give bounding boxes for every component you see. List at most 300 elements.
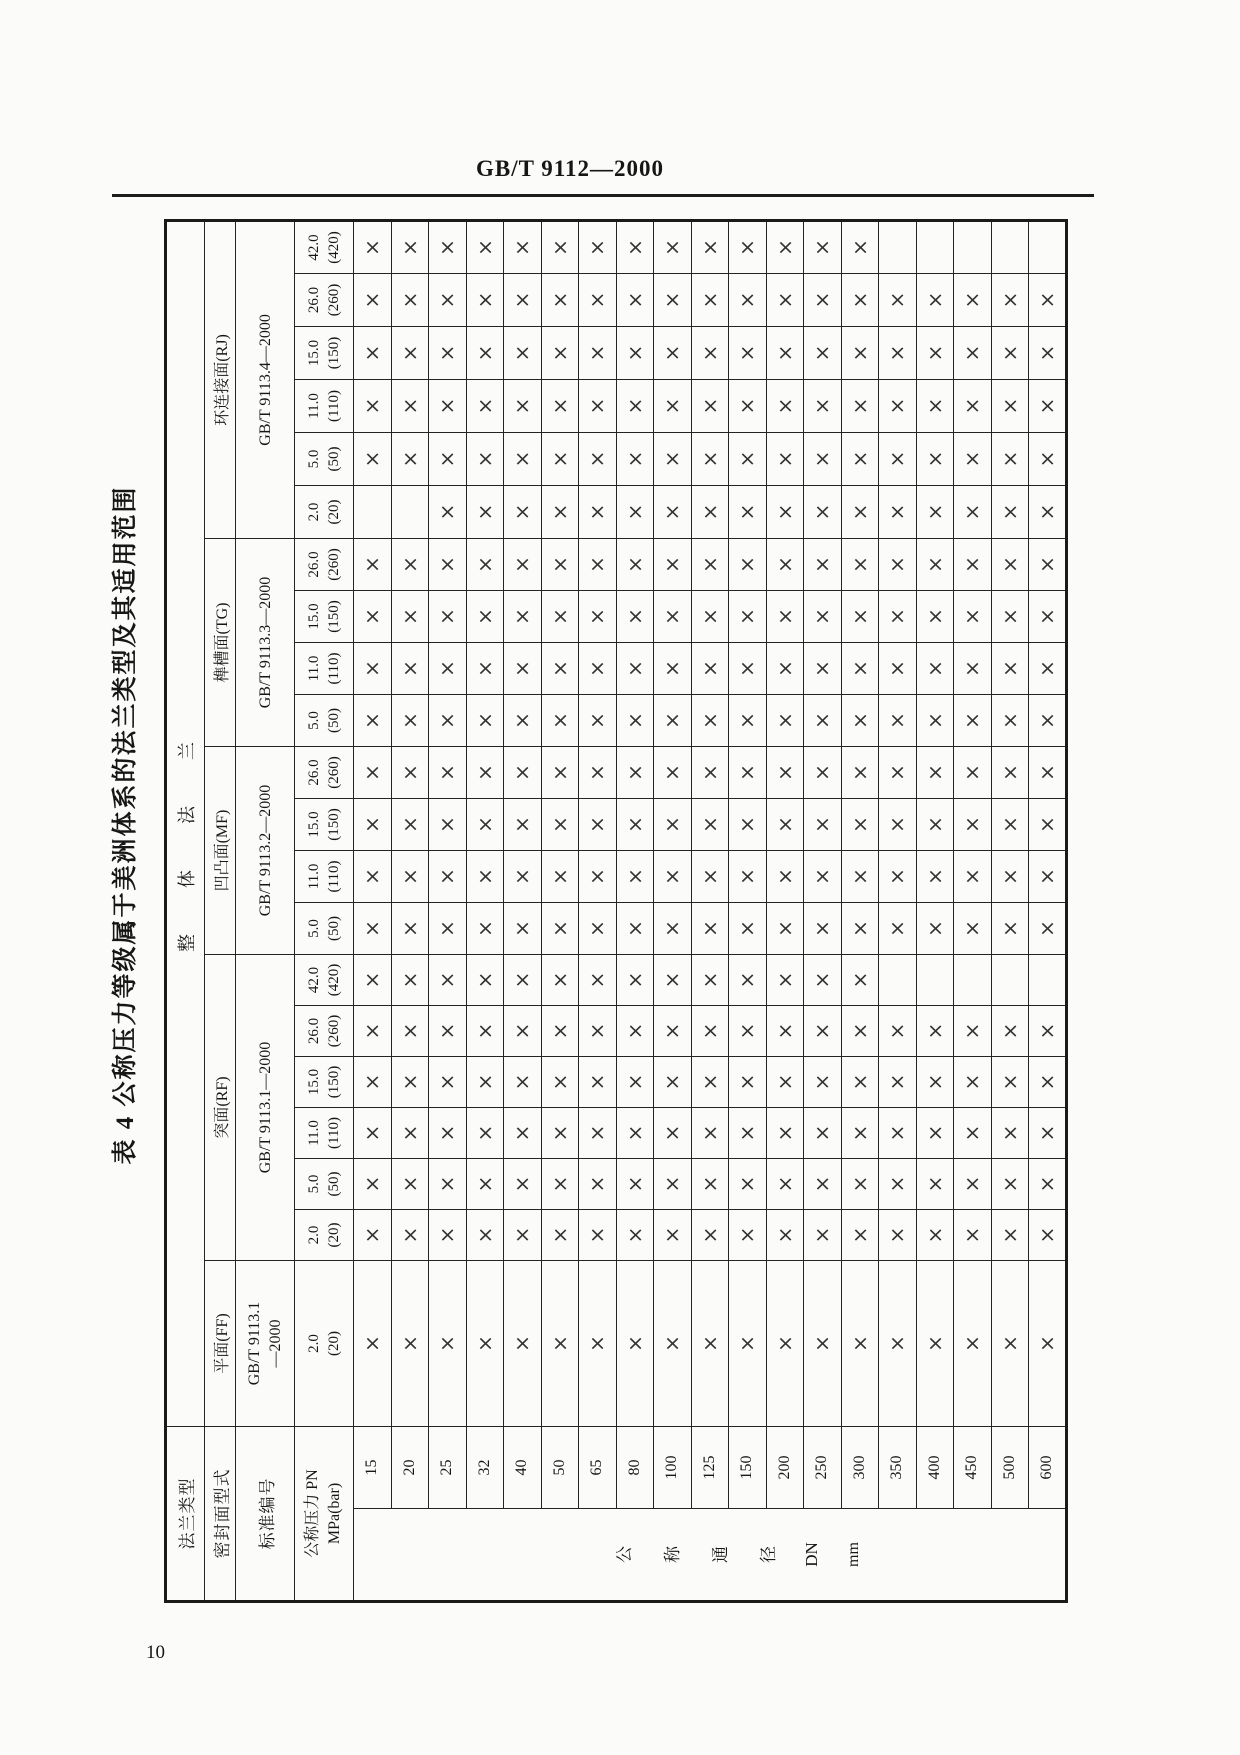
- applicability-mark-cell: ×: [654, 955, 692, 1006]
- table-row: [1029, 220, 1067, 1601]
- applicability-mark-cell: ×: [879, 1006, 917, 1057]
- applicability-mark-cell: ×: [729, 539, 767, 591]
- applicability-mark-cell: ×: [579, 955, 617, 1006]
- applicability-mark-cell: ×: [616, 643, 654, 695]
- applicability-mark-cell: ×: [504, 903, 542, 955]
- applicability-mark-cell: ×: [579, 486, 617, 539]
- applicability-mark-cell: ×: [691, 539, 729, 591]
- empty-mark-cell: [354, 486, 392, 539]
- applicability-mark-cell: ×: [879, 903, 917, 955]
- pressure-value-cell: 42.0 (420): [295, 220, 354, 273]
- pressure-value-cell: 2.0 (20): [295, 1261, 354, 1427]
- dn-value-cell: 400: [916, 1427, 954, 1509]
- applicability-mark-cell: ×: [841, 1108, 879, 1159]
- applicability-mark-cell: ×: [541, 643, 579, 695]
- applicability-mark-cell: ×: [729, 220, 767, 273]
- standard-number-cell: GB/T 9113.3—2000: [236, 539, 295, 747]
- applicability-mark-cell: ×: [991, 1108, 1029, 1159]
- applicability-mark-cell: ×: [429, 695, 467, 747]
- table-row: [236, 220, 295, 1601]
- dn-axis-unit: mm: [845, 1542, 863, 1567]
- applicability-mark-cell: ×: [354, 380, 392, 433]
- applicability-mark-cell: ×: [1029, 380, 1067, 433]
- applicability-mark-cell: ×: [766, 1159, 804, 1210]
- applicability-mark-cell: ×: [691, 220, 729, 273]
- applicability-mark-cell: ×: [766, 539, 804, 591]
- dn-value-cell: 20: [391, 1427, 429, 1509]
- applicability-mark-cell: ×: [504, 380, 542, 433]
- applicability-mark-cell: ×: [466, 695, 504, 747]
- face-type-cell: 凹凸面(MF): [205, 747, 236, 955]
- applicability-mark-cell: ×: [354, 220, 392, 273]
- pressure-value-cell: 11.0 (110): [295, 1108, 354, 1159]
- dn-axis-label: [555, 1509, 863, 1600]
- applicability-mark-cell: ×: [354, 433, 392, 486]
- applicability-mark-cell: ×: [616, 486, 654, 539]
- applicability-mark-cell: ×: [1029, 1108, 1067, 1159]
- applicability-mark-cell: ×: [729, 695, 767, 747]
- dn-value-cell: 150: [729, 1427, 767, 1509]
- applicability-mark-cell: ×: [804, 486, 842, 539]
- applicability-mark-cell: ×: [991, 851, 1029, 903]
- applicability-mark-cell: ×: [579, 1057, 617, 1108]
- applicability-mark-cell: ×: [541, 1006, 579, 1057]
- applicability-mark-cell: ×: [429, 433, 467, 486]
- applicability-mark-cell: ×: [954, 486, 992, 539]
- face-type-cell: 突面(RF): [205, 955, 236, 1261]
- pressure-value-cell: 5.0 (50): [295, 903, 354, 955]
- upright-table-wrapper: [110, 222, 1065, 1603]
- table-row: [804, 220, 842, 1601]
- applicability-mark-cell: ×: [804, 1057, 842, 1108]
- applicability-mark-cell: ×: [691, 955, 729, 1006]
- applicability-mark-cell: ×: [429, 1210, 467, 1261]
- applicability-mark-cell: ×: [954, 1159, 992, 1210]
- applicability-mark-cell: ×: [804, 380, 842, 433]
- applicability-mark-cell: ×: [991, 327, 1029, 380]
- pressure-label-cell: 公称压力 PN MPa(bar): [295, 1427, 354, 1602]
- applicability-mark-cell: ×: [991, 1159, 1029, 1210]
- applicability-mark-cell: ×: [1029, 799, 1067, 851]
- applicability-mark-cell: ×: [766, 380, 804, 433]
- applicability-mark-cell: ×: [541, 220, 579, 273]
- pressure-value-cell: 5.0 (50): [295, 695, 354, 747]
- applicability-mark-cell: ×: [541, 695, 579, 747]
- applicability-mark-cell: ×: [654, 1210, 692, 1261]
- applicability-mark-cell: ×: [391, 747, 429, 799]
- applicability-mark-cell: ×: [729, 433, 767, 486]
- applicability-mark-cell: ×: [879, 1261, 917, 1427]
- applicability-mark-cell: ×: [691, 851, 729, 903]
- applicability-mark-cell: ×: [916, 1210, 954, 1261]
- applicability-mark-cell: ×: [954, 539, 992, 591]
- applicability-mark-cell: ×: [354, 747, 392, 799]
- applicability-mark-cell: ×: [991, 1261, 1029, 1427]
- applicability-mark-cell: ×: [654, 747, 692, 799]
- applicability-mark-cell: ×: [691, 486, 729, 539]
- empty-mark-cell: [954, 220, 992, 273]
- applicability-mark-cell: ×: [354, 1261, 392, 1427]
- applicability-mark-cell: ×: [841, 380, 879, 433]
- applicability-mark-cell: ×: [691, 903, 729, 955]
- applicability-mark-cell: ×: [429, 955, 467, 1006]
- dn-value-cell: 600: [1029, 1427, 1067, 1509]
- applicability-mark-cell: ×: [579, 643, 617, 695]
- applicability-mark-cell: ×: [466, 747, 504, 799]
- applicability-mark-cell: ×: [579, 747, 617, 799]
- applicability-mark-cell: ×: [391, 220, 429, 273]
- applicability-mark-cell: ×: [804, 695, 842, 747]
- empty-mark-cell: [916, 955, 954, 1006]
- applicability-mark-cell: ×: [654, 433, 692, 486]
- table-row: [504, 220, 542, 1601]
- applicability-mark-cell: ×: [691, 380, 729, 433]
- applicability-mark-cell: ×: [879, 433, 917, 486]
- applicability-mark-cell: ×: [541, 903, 579, 955]
- applicability-mark-cell: ×: [766, 220, 804, 273]
- integral-flange-cell: 整体法兰: [166, 220, 205, 1426]
- applicability-mark-cell: ×: [429, 747, 467, 799]
- empty-mark-cell: [991, 955, 1029, 1006]
- table-row: [616, 220, 654, 1601]
- applicability-mark-cell: ×: [841, 486, 879, 539]
- applicability-mark-cell: ×: [916, 486, 954, 539]
- applicability-mark-cell: ×: [804, 591, 842, 643]
- applicability-mark-cell: ×: [616, 1261, 654, 1427]
- empty-mark-cell: [879, 220, 917, 273]
- applicability-mark-cell: ×: [1029, 274, 1067, 327]
- applicability-mark-cell: ×: [1029, 591, 1067, 643]
- applicability-mark-cell: ×: [541, 747, 579, 799]
- applicability-mark-cell: ×: [991, 799, 1029, 851]
- flange-type-table: [164, 219, 1068, 1603]
- applicability-mark-cell: ×: [916, 591, 954, 643]
- applicability-mark-cell: ×: [766, 591, 804, 643]
- applicability-mark-cell: ×: [991, 747, 1029, 799]
- empty-mark-cell: [1029, 220, 1067, 273]
- face-type-cell: 榫槽面(TG): [205, 539, 236, 747]
- applicability-mark-cell: ×: [879, 1108, 917, 1159]
- applicability-mark-cell: ×: [804, 1210, 842, 1261]
- applicability-mark-cell: ×: [841, 1261, 879, 1427]
- applicability-mark-cell: ×: [654, 220, 692, 273]
- table-row: [541, 220, 579, 1601]
- applicability-mark-cell: ×: [879, 380, 917, 433]
- dn-value-cell: 40: [504, 1427, 542, 1509]
- applicability-mark-cell: ×: [579, 539, 617, 591]
- applicability-mark-cell: ×: [391, 433, 429, 486]
- applicability-mark-cell: ×: [841, 1057, 879, 1108]
- applicability-mark-cell: ×: [691, 799, 729, 851]
- applicability-mark-cell: ×: [1029, 643, 1067, 695]
- applicability-mark-cell: ×: [804, 1261, 842, 1427]
- dn-value-cell: 15: [354, 1427, 392, 1509]
- applicability-mark-cell: ×: [729, 851, 767, 903]
- applicability-mark-cell: ×: [391, 903, 429, 955]
- applicability-mark-cell: ×: [691, 274, 729, 327]
- applicability-mark-cell: ×: [354, 1108, 392, 1159]
- applicability-mark-cell: ×: [654, 799, 692, 851]
- applicability-mark-cell: ×: [429, 220, 467, 273]
- applicability-mark-cell: ×: [391, 1108, 429, 1159]
- applicability-mark-cell: ×: [804, 903, 842, 955]
- applicability-mark-cell: ×: [391, 1210, 429, 1261]
- applicability-mark-cell: ×: [691, 1006, 729, 1057]
- applicability-mark-cell: ×: [729, 1159, 767, 1210]
- face-type-label-cell: 密封面型式: [205, 1427, 236, 1602]
- applicability-mark-cell: ×: [766, 327, 804, 380]
- applicability-mark-cell: ×: [466, 799, 504, 851]
- applicability-mark-cell: ×: [804, 851, 842, 903]
- applicability-mark-cell: ×: [504, 591, 542, 643]
- table-row: [691, 220, 729, 1601]
- pressure-value-cell: 2.0 (20): [295, 486, 354, 539]
- table-row: [166, 220, 205, 1601]
- dn-axis-char: DN: [802, 1542, 822, 1567]
- applicability-mark-cell: ×: [691, 591, 729, 643]
- pressure-value-cell: 26.0 (260): [295, 274, 354, 327]
- applicability-mark-cell: ×: [466, 1057, 504, 1108]
- applicability-mark-cell: ×: [541, 327, 579, 380]
- applicability-mark-cell: ×: [691, 1210, 729, 1261]
- applicability-mark-cell: ×: [729, 1261, 767, 1427]
- applicability-mark-cell: ×: [541, 799, 579, 851]
- applicability-mark-cell: ×: [654, 1261, 692, 1427]
- applicability-mark-cell: ×: [504, 539, 542, 591]
- applicability-mark-cell: ×: [654, 1159, 692, 1210]
- applicability-mark-cell: ×: [616, 1108, 654, 1159]
- table-row: [205, 220, 236, 1601]
- applicability-mark-cell: ×: [616, 799, 654, 851]
- face-type-cell: 环连接面(RJ): [205, 220, 236, 538]
- applicability-mark-cell: ×: [616, 851, 654, 903]
- applicability-mark-cell: ×: [841, 747, 879, 799]
- dn-value-cell: 350: [879, 1427, 917, 1509]
- applicability-mark-cell: ×: [654, 539, 692, 591]
- applicability-mark-cell: ×: [841, 274, 879, 327]
- applicability-mark-cell: ×: [916, 380, 954, 433]
- applicability-mark-cell: ×: [916, 903, 954, 955]
- applicability-mark-cell: ×: [879, 1159, 917, 1210]
- applicability-mark-cell: ×: [354, 799, 392, 851]
- applicability-mark-cell: ×: [466, 591, 504, 643]
- applicability-mark-cell: ×: [579, 1159, 617, 1210]
- applicability-mark-cell: ×: [766, 1057, 804, 1108]
- rotated-table-area: [110, 222, 1065, 1603]
- applicability-mark-cell: ×: [879, 591, 917, 643]
- applicability-mark-cell: ×: [354, 1006, 392, 1057]
- applicability-mark-cell: ×: [841, 1210, 879, 1261]
- applicability-mark-cell: ×: [954, 1057, 992, 1108]
- applicability-mark-cell: ×: [654, 1006, 692, 1057]
- applicability-mark-cell: ×: [1029, 1159, 1067, 1210]
- applicability-mark-cell: ×: [354, 643, 392, 695]
- applicability-mark-cell: ×: [879, 327, 917, 380]
- applicability-mark-cell: ×: [954, 643, 992, 695]
- applicability-mark-cell: ×: [954, 1108, 992, 1159]
- empty-mark-cell: [391, 486, 429, 539]
- dn-value-cell: 100: [654, 1427, 692, 1509]
- applicability-mark-cell: ×: [429, 851, 467, 903]
- applicability-mark-cell: ×: [429, 486, 467, 539]
- applicability-mark-cell: ×: [391, 539, 429, 591]
- applicability-mark-cell: ×: [879, 851, 917, 903]
- applicability-mark-cell: ×: [804, 1159, 842, 1210]
- applicability-mark-cell: ×: [1029, 851, 1067, 903]
- applicability-mark-cell: ×: [954, 1261, 992, 1427]
- applicability-mark-cell: ×: [954, 695, 992, 747]
- applicability-mark-cell: ×: [391, 1006, 429, 1057]
- applicability-mark-cell: ×: [466, 327, 504, 380]
- applicability-mark-cell: ×: [766, 1006, 804, 1057]
- applicability-mark-cell: ×: [916, 1108, 954, 1159]
- applicability-mark-cell: ×: [579, 274, 617, 327]
- applicability-mark-cell: ×: [729, 486, 767, 539]
- table-row: [295, 220, 354, 1601]
- applicability-mark-cell: ×: [466, 539, 504, 591]
- applicability-mark-cell: ×: [541, 591, 579, 643]
- applicability-mark-cell: ×: [729, 1057, 767, 1108]
- table-row: [354, 220, 392, 1601]
- applicability-mark-cell: ×: [841, 433, 879, 486]
- applicability-mark-cell: ×: [729, 1006, 767, 1057]
- applicability-mark-cell: ×: [466, 1261, 504, 1427]
- dn-value-cell: 25: [429, 1427, 467, 1509]
- applicability-mark-cell: ×: [579, 903, 617, 955]
- applicability-mark-cell: ×: [1029, 1210, 1067, 1261]
- table-row: [879, 220, 917, 1601]
- applicability-mark-cell: ×: [391, 695, 429, 747]
- applicability-mark-cell: ×: [766, 1261, 804, 1427]
- applicability-mark-cell: ×: [654, 643, 692, 695]
- applicability-mark-cell: ×: [804, 747, 842, 799]
- applicability-mark-cell: ×: [1029, 695, 1067, 747]
- pressure-value-cell: 11.0 (110): [295, 643, 354, 695]
- applicability-mark-cell: ×: [879, 274, 917, 327]
- applicability-mark-cell: ×: [916, 1006, 954, 1057]
- applicability-mark-cell: ×: [429, 799, 467, 851]
- applicability-mark-cell: ×: [541, 1057, 579, 1108]
- applicability-mark-cell: ×: [654, 380, 692, 433]
- applicability-mark-cell: ×: [841, 695, 879, 747]
- applicability-mark-cell: ×: [541, 433, 579, 486]
- standard-number-cell: GB/T 9113.4—2000: [236, 220, 295, 538]
- applicability-mark-cell: ×: [429, 539, 467, 591]
- table-row: [991, 220, 1029, 1601]
- applicability-mark-cell: ×: [391, 274, 429, 327]
- applicability-mark-cell: ×: [916, 799, 954, 851]
- applicability-mark-cell: ×: [766, 747, 804, 799]
- applicability-mark-cell: ×: [504, 220, 542, 273]
- applicability-mark-cell: ×: [579, 1210, 617, 1261]
- dn-value-cell: 500: [991, 1427, 1029, 1509]
- applicability-mark-cell: ×: [991, 274, 1029, 327]
- applicability-mark-cell: ×: [1029, 1057, 1067, 1108]
- table-row: [766, 220, 804, 1601]
- applicability-mark-cell: ×: [1029, 1261, 1067, 1427]
- applicability-mark-cell: ×: [391, 591, 429, 643]
- applicability-mark-cell: ×: [766, 851, 804, 903]
- applicability-mark-cell: ×: [579, 695, 617, 747]
- applicability-mark-cell: ×: [1029, 327, 1067, 380]
- standard-number-cell: GB/T 9113.2—2000: [236, 747, 295, 955]
- table-row: [579, 220, 617, 1601]
- applicability-mark-cell: ×: [841, 539, 879, 591]
- applicability-mark-cell: ×: [766, 1210, 804, 1261]
- applicability-mark-cell: ×: [391, 851, 429, 903]
- applicability-mark-cell: ×: [691, 1159, 729, 1210]
- applicability-mark-cell: ×: [654, 695, 692, 747]
- doc-number: GB/T 9112—2000: [475, 156, 665, 181]
- applicability-mark-cell: ×: [804, 327, 842, 380]
- applicability-mark-cell: ×: [841, 1006, 879, 1057]
- applicability-mark-cell: ×: [1029, 903, 1067, 955]
- applicability-mark-cell: ×: [354, 1057, 392, 1108]
- applicability-mark-cell: ×: [429, 903, 467, 955]
- pressure-value-cell: 11.0 (110): [295, 851, 354, 903]
- applicability-mark-cell: ×: [954, 799, 992, 851]
- applicability-mark-cell: ×: [504, 1057, 542, 1108]
- applicability-mark-cell: ×: [804, 955, 842, 1006]
- applicability-mark-cell: ×: [916, 851, 954, 903]
- applicability-mark-cell: ×: [879, 643, 917, 695]
- applicability-mark-cell: ×: [579, 799, 617, 851]
- applicability-mark-cell: ×: [654, 327, 692, 380]
- applicability-mark-cell: ×: [691, 1108, 729, 1159]
- applicability-mark-cell: ×: [466, 433, 504, 486]
- applicability-mark-cell: ×: [729, 799, 767, 851]
- applicability-mark-cell: ×: [391, 327, 429, 380]
- applicability-mark-cell: ×: [504, 695, 542, 747]
- applicability-mark-cell: ×: [729, 274, 767, 327]
- applicability-mark-cell: ×: [729, 1210, 767, 1261]
- applicability-mark-cell: ×: [654, 851, 692, 903]
- applicability-mark-cell: ×: [466, 1006, 504, 1057]
- applicability-mark-cell: ×: [841, 955, 879, 1006]
- applicability-mark-cell: ×: [916, 1159, 954, 1210]
- applicability-mark-cell: ×: [691, 747, 729, 799]
- applicability-mark-cell: ×: [616, 380, 654, 433]
- applicability-mark-cell: ×: [616, 539, 654, 591]
- applicability-mark-cell: ×: [579, 433, 617, 486]
- applicability-mark-cell: ×: [1029, 486, 1067, 539]
- applicability-mark-cell: ×: [541, 851, 579, 903]
- applicability-mark-cell: ×: [991, 1210, 1029, 1261]
- applicability-mark-cell: ×: [804, 220, 842, 273]
- applicability-mark-cell: ×: [804, 433, 842, 486]
- applicability-mark-cell: ×: [504, 851, 542, 903]
- applicability-mark-cell: ×: [954, 433, 992, 486]
- applicability-mark-cell: ×: [954, 747, 992, 799]
- applicability-mark-cell: ×: [391, 955, 429, 1006]
- applicability-mark-cell: ×: [691, 327, 729, 380]
- applicability-mark-cell: ×: [691, 433, 729, 486]
- applicability-mark-cell: ×: [804, 643, 842, 695]
- applicability-mark-cell: ×: [954, 851, 992, 903]
- applicability-mark-cell: ×: [354, 591, 392, 643]
- applicability-mark-cell: ×: [804, 1006, 842, 1057]
- applicability-mark-cell: ×: [691, 1261, 729, 1427]
- applicability-mark-cell: ×: [729, 380, 767, 433]
- applicability-mark-cell: ×: [541, 1210, 579, 1261]
- applicability-mark-cell: ×: [579, 1108, 617, 1159]
- applicability-mark-cell: ×: [991, 903, 1029, 955]
- applicability-mark-cell: ×: [841, 1159, 879, 1210]
- applicability-mark-cell: ×: [766, 955, 804, 1006]
- applicability-mark-cell: ×: [354, 539, 392, 591]
- applicability-mark-cell: ×: [691, 695, 729, 747]
- table-row: [841, 220, 879, 1601]
